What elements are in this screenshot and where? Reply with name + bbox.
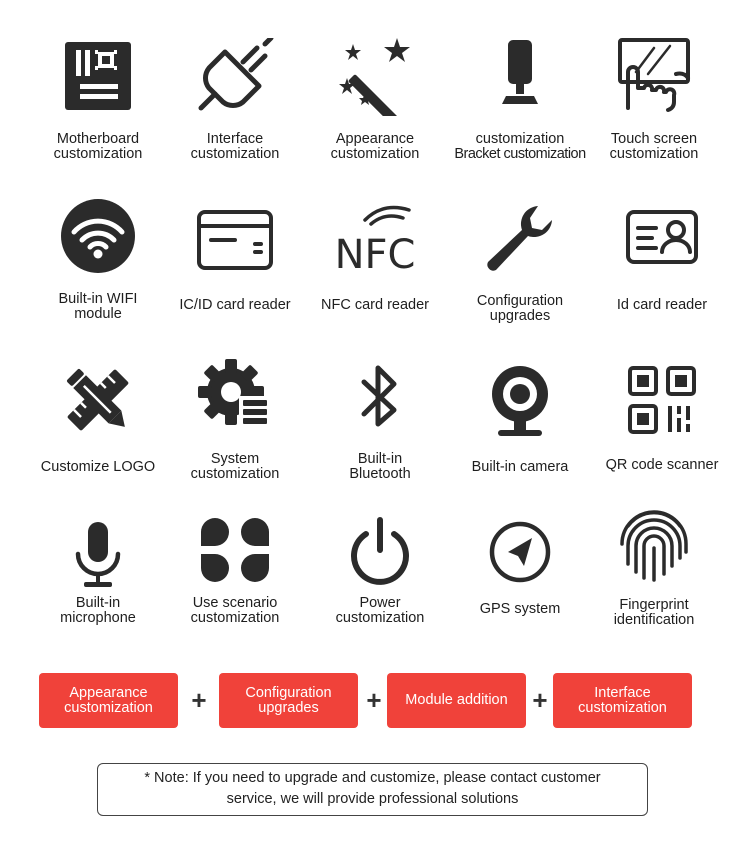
feature-label-line: Appearance xyxy=(335,131,415,147)
nfc-icon xyxy=(325,200,425,280)
feature-label-line: Configuration xyxy=(476,293,564,309)
note-box xyxy=(97,763,648,816)
feature-label-line: NFC card reader xyxy=(321,297,429,313)
feature-label-line: customization xyxy=(190,610,280,626)
feature-label-line: customization xyxy=(609,146,699,162)
four-petal-icon xyxy=(195,512,275,592)
option-label-line: Interface xyxy=(594,684,651,701)
wrench-icon xyxy=(480,200,560,280)
feature-label-line: customization xyxy=(190,146,280,162)
feature-label-line: Power xyxy=(359,595,401,611)
plus-sign: + xyxy=(366,685,382,715)
feature-label-line: customization xyxy=(53,146,143,162)
option-label-line: Module addition xyxy=(405,692,508,708)
note-line: service, we will provide professional solutions xyxy=(226,791,519,807)
feature-label-line: Motherboard xyxy=(56,131,140,147)
option-interface-button[interactable] xyxy=(553,673,692,728)
option-label-line: Configuration xyxy=(245,684,332,701)
magic-wand-icon xyxy=(335,36,415,116)
microphone-icon xyxy=(58,516,138,596)
motherboard-icon xyxy=(58,38,138,118)
fingerprint-icon xyxy=(614,506,694,586)
feature-label-line: Interface xyxy=(206,131,264,147)
compass-icon xyxy=(480,516,560,596)
feature-label-line: Fingerprint xyxy=(619,597,689,613)
option-label-line: customization xyxy=(578,699,667,716)
feature-label-line: module xyxy=(74,306,122,322)
card-reader-icon xyxy=(195,200,275,280)
feature-label-line: Built-in WIFI xyxy=(58,291,138,307)
feature-label-line: customization xyxy=(190,466,280,482)
feature-label-line: Built-in xyxy=(357,451,403,467)
feature-label-line: upgrades xyxy=(489,308,551,324)
feature-label-line: customization xyxy=(335,610,425,626)
wifi-icon xyxy=(58,196,138,276)
option-module-button[interactable] xyxy=(387,673,526,728)
feature-label-line: IC/ID card reader xyxy=(179,297,291,313)
feature-label-line: Customize LOGO xyxy=(40,459,156,475)
feature-label-line: Built-in camera xyxy=(471,459,569,475)
bluetooth-icon xyxy=(340,358,420,438)
option-appearance-button[interactable] xyxy=(39,673,178,728)
touch-screen-icon xyxy=(614,36,694,116)
note-line: * Note: If you need to upgrade and customize, please contact customer xyxy=(144,770,601,786)
feature-label-line: microphone xyxy=(60,610,136,626)
feature-label-line: customization xyxy=(330,146,420,162)
plus-sign: + xyxy=(191,685,207,715)
feature-label-line: Bluetooth xyxy=(349,466,411,482)
feature-label-line: Use scenario xyxy=(192,595,278,611)
webcam-icon xyxy=(480,360,560,440)
gear-system-icon xyxy=(195,356,275,436)
ruler-pencil-icon xyxy=(58,360,138,440)
feature-label-line: Built-in xyxy=(75,595,121,611)
option-label-line: upgrades xyxy=(258,699,319,716)
qr-code-icon xyxy=(622,362,702,442)
power-icon xyxy=(340,514,420,594)
feature-label-line: Touch screen xyxy=(610,131,698,147)
feature-label-line: Id card reader xyxy=(616,297,708,313)
feature-label-line: System xyxy=(210,451,260,467)
option-configuration-button[interactable] xyxy=(219,673,358,728)
feature-label-line: Bracket customization xyxy=(454,146,586,162)
option-label-line: Appearance xyxy=(69,684,148,701)
bracket-stand-icon xyxy=(480,38,560,118)
option-label-line: customization xyxy=(64,699,153,716)
feature-label-line: GPS system xyxy=(479,601,561,617)
plus-sign: + xyxy=(532,685,548,715)
nfc-icon-text: NFC xyxy=(334,232,416,278)
plug-icon xyxy=(195,38,275,118)
feature-label-line: identification xyxy=(613,612,695,628)
feature-label-line: QR code scanner xyxy=(605,457,719,473)
feature-label-line: customization xyxy=(475,131,565,147)
id-card-icon xyxy=(622,200,702,280)
